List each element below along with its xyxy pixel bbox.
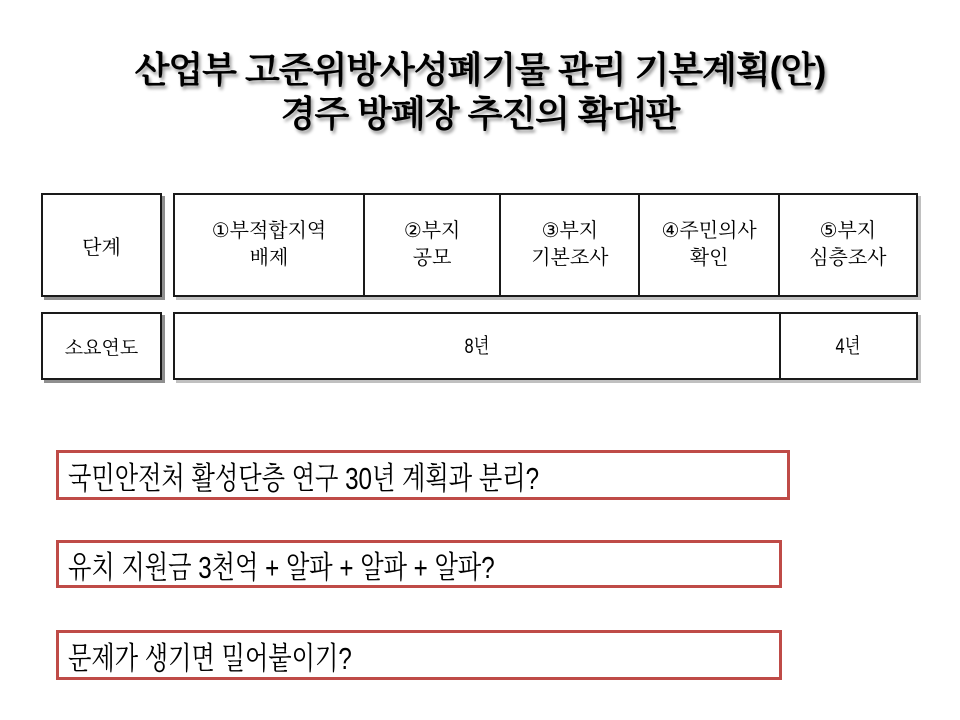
stage-row-header-label: 단계 xyxy=(82,236,121,259)
duration-cell-4-years-label: 4년 xyxy=(835,334,861,358)
stage-cell-2 xyxy=(363,195,499,295)
duration-cell-4-years xyxy=(779,314,916,378)
stage-cell-4 xyxy=(638,195,777,295)
duration-table xyxy=(173,312,918,380)
stage-cell-1-line-2: 배제 xyxy=(249,247,289,269)
stage-cell-4-line-2: 확인 xyxy=(689,247,729,269)
stage-cell-3 xyxy=(499,195,638,295)
stage-cell-3-line-2: 기본조사 xyxy=(531,247,609,269)
stage-cell-1-line-1: ①부적합지역 xyxy=(211,220,327,242)
stage-row-header-box xyxy=(41,193,162,297)
stage-cell-5-line-2: 심층조사 xyxy=(809,247,887,269)
duration-cell-8-years xyxy=(175,314,779,378)
question-box-2-text: 유치 지원금 3천억 + 알파 + 알파 + 알파? xyxy=(68,549,495,585)
stage-cell-2-line-1: ②부지 xyxy=(403,220,461,242)
slide-title-line-2: 경주 방폐장 추진의 확대판 xyxy=(280,93,680,134)
stage-cell-5-line-1: ⑤부지 xyxy=(819,220,877,242)
stage-cell-5 xyxy=(778,195,916,295)
duration-row-header-label: 소요연도 xyxy=(64,337,139,359)
question-box-safety-fault-study xyxy=(56,450,790,500)
stage-cell-1 xyxy=(175,195,363,295)
stage-cell-2-line-2: 공모 xyxy=(412,247,452,269)
stage-cell-3-line-1: ③부지 xyxy=(541,220,599,242)
slide-title xyxy=(0,48,960,136)
stage-cell-4-line-1: ④주민의사 xyxy=(661,220,757,242)
duration-cell-8-years-label: 8년 xyxy=(464,334,490,358)
question-box-push-through xyxy=(56,630,782,680)
question-box-3-text: 문제가 생기면 밀어붙이기? xyxy=(68,640,352,676)
duration-row-header-box xyxy=(41,312,162,380)
stage-table xyxy=(173,193,918,297)
slide-title-line-1: 산업부 고준위방사성폐기물 관리 기본계획(안) xyxy=(134,49,826,90)
question-box-incentive-money xyxy=(56,540,782,588)
question-box-1-text: 국민안전처 활성단층 연구 30년 계획과 분리? xyxy=(68,460,540,496)
